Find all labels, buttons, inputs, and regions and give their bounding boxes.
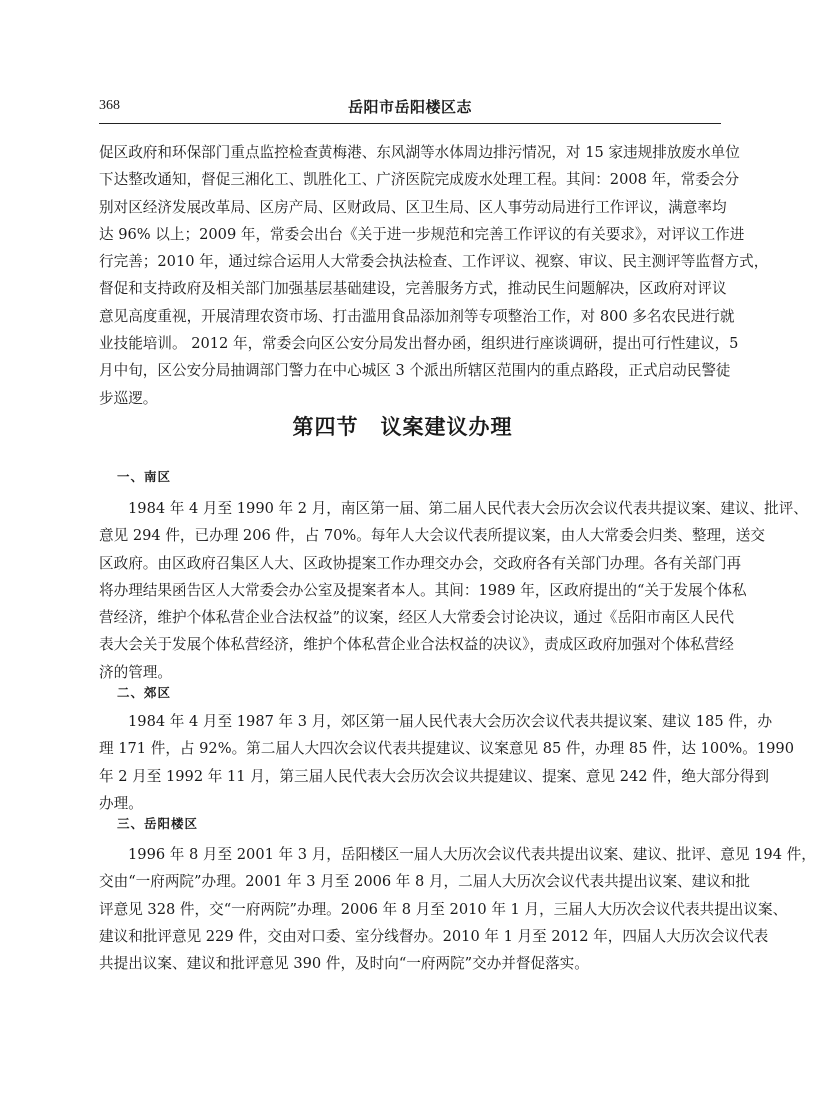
text-line: 表大会关于发展个体私营经济，维护个体私营企业合法权益的决议》，责成区政府加强对个体私营经 (99, 636, 734, 654)
text-line: 共提出议案、建议和批评意见 390 件，及时向“一府两院”交办并督促落实。 (99, 955, 589, 973)
text-line: 营经济，维护个体私营企业合法权益”的议案，经区人大常委会讨论决议，通过《岳阳市南区人民代 (99, 609, 734, 627)
text-line: 促区政府和环保部门重点监控检查黄梅港、东风湖等水体周边排污情况，对 15 家违规排放废水单位 (99, 144, 740, 161)
text-line: 区政府。由区政府召集区人大、区政协提案工作办理交办会，交政府各有关部门办理。各有关部门再 (99, 554, 742, 572)
page-header (99, 96, 721, 122)
text-line: 月中旬，区公安分局抽调部门警力在中心城区 3 个派出所辖区范围内的重点路段，正式启动民警徒 (99, 362, 731, 380)
text-line: 意见高度重视，开展清理农资市场、打击滥用食品添加剂等专项整治工作，对 800 多名农民进行就 (99, 307, 735, 325)
section-heading: 议案建议办理 (380, 415, 513, 439)
text-line: 1984 年 4 月至 1987 年 3 月，郊区第一届人民代表大会历次会议代表共提议案、建议 185 件，办 (128, 713, 773, 730)
text-line: 意见 294 件，已办理 206 件，占 70%。每年人大会议代表所提议案，由人大常委会归类、整理，送交 (99, 527, 765, 545)
text-line: 年 2 月至 1992 年 11 月，第三届人民代表大会历次会议共提建议、提案、意见 242 件，绝大部分得到 (99, 767, 769, 785)
intro-paragraph (99, 139, 769, 412)
subsection-heading: 一、南区 (117, 469, 172, 484)
text-line: 1984 年 4 月至 1990 年 2 月，南区第一届、第二届人民代表大会历次会议代表共提议案、建议、批评、 (128, 500, 808, 517)
text-line: 理 171 件，占 92%。第二届人大四次会议代表共提建议、议案意见 85 件，办理 85 件，达 100%。1990 (99, 740, 795, 758)
text-line: 办理。 (99, 794, 143, 812)
text-line: 督促和支持政府及相关部门加强基层基础建设，完善服务方式，推动民生问题解决，区政府对评议 (99, 280, 727, 298)
text-line: 步巡逻。 (99, 389, 158, 407)
page-number: 368 (99, 98, 120, 113)
text-line: 建议和批评意见 229 件，交由对口委、室分线督办。2010 年 1 月至 2012 年，四届人大历次会议代表 (99, 927, 769, 945)
header-rule (99, 123, 721, 124)
running-title: 岳阳市岳阳楼区志 (347, 98, 472, 116)
text-line: 业技能培训。 2012 年，常委会向区公安分局发出督办函，组织进行座谈调研，提出可行性建议，5 (99, 335, 739, 353)
subsection-heading: 三、岳阳楼区 (117, 816, 199, 831)
section-number: 第四节 (292, 415, 359, 439)
text-line: 行完善；2010 年，通过综合运用人大常委会执法检查、工作评议、视察、审议、民主测评等监督方式， (99, 253, 769, 271)
text-line: 别对区经济发展改革局、区房产局、区财政局、区卫生局、区人事劳动局进行工作评议，满意率均 (99, 198, 727, 216)
text-line: 将办理结果函告区人大常委会办公室及提案者本人。其间：1989 年，区政府提出的“关于发展个体私 (99, 581, 747, 599)
text-line: 交由“一府两院”办理。2001 年 3 月至 2006 年 8 月，二届人大历次会议代表共提出议案、建议和批 (99, 873, 751, 891)
subsection-body-yueyanglou-district (99, 841, 816, 977)
text-line: 1996 年 8 月至 2001 年 3 月，岳阳楼区一届人大历次会议代表共提出议案、建议、批评、意见 194 件， (128, 846, 816, 863)
text-line: 下达整改通知，督促三湘化工、凯胜化工、广济医院完成废水处理工程。其间：2008 年，常委会分 (99, 171, 740, 189)
text-line: 达 96% 以上；2009 年，常委会出台《关于进一步规范和完善工作评议的有关要求》，对评议工作进 (99, 225, 745, 243)
subsection-body-suburban-district (99, 708, 795, 817)
text-line: 济的管理。 (99, 663, 172, 681)
subsection-heading: 二、郊区 (117, 685, 172, 700)
subsection-body-south-district (99, 495, 808, 686)
text-line: 评意见 328 件，交“一府两院”办理。2006 年 8 月至 2010 年 1 月，三届人大历次会议代表共提出议案、 (99, 900, 788, 918)
section-title (0, 411, 805, 441)
